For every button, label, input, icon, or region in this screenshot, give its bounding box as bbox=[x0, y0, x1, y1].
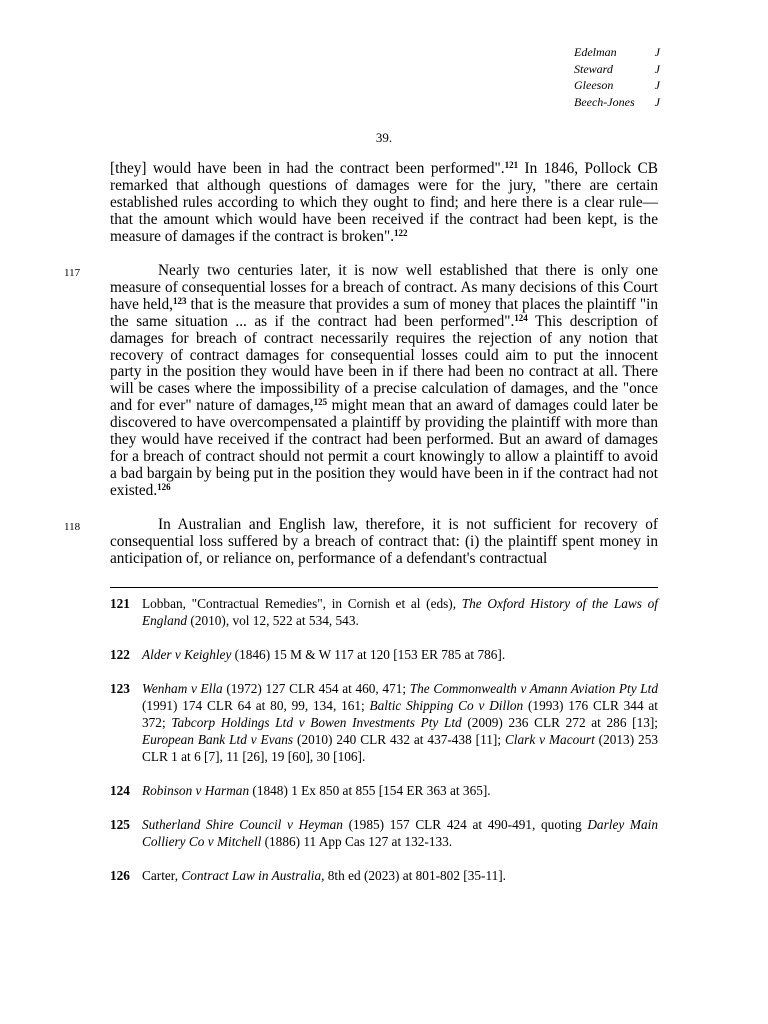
text-run: (2009) 236 CLR 272 at 286 [13]; bbox=[461, 715, 659, 730]
text-run-italic: Clark v Macourt bbox=[504, 732, 595, 747]
text-run: Carter, bbox=[142, 868, 182, 883]
text-run-italic: The Commonwealth v Amann Aviation Pty Ltd bbox=[409, 681, 659, 696]
text-run-italic: Darley Main Colliery Co v Mitchell bbox=[142, 817, 658, 849]
footnote-divider bbox=[110, 587, 658, 588]
text-run-italic: Tabcorp Holdings Ltd v Bowen Investments Pty Ltd bbox=[171, 715, 462, 730]
footnote-ref: 123 bbox=[173, 295, 187, 306]
judge-name: Beech-Jones bbox=[574, 95, 635, 110]
judge-name: Gleeson bbox=[574, 78, 614, 93]
text-run-italic: Alder v Keighley bbox=[142, 647, 232, 662]
text-run: [they] would have been in had the contract been performed". bbox=[110, 160, 505, 177]
text-run: (2010), vol 12, 522 at 534, 543. bbox=[187, 613, 359, 628]
footnote-text bbox=[142, 782, 658, 799]
footnote-number: 123 bbox=[110, 681, 130, 696]
text-run-italic: Contract Law in Australia bbox=[181, 868, 322, 883]
text-run: might mean that an award of damages could later be discovered to have overcompensated a plaintiff by providing the plaintiff with more than they would have received if the contract had been performed. But an award of damages for a breach of contract should not permit a court knowingly to allow a plaintiff to avoid a bad bargain by being put in the position they would have been in if the contract had not existed. bbox=[110, 397, 658, 499]
paragraph-number: 117 bbox=[64, 267, 81, 279]
footnote-text bbox=[142, 680, 658, 765]
text-run: Lobban, "Contractual Remedies", in Cornish et al (eds), bbox=[142, 596, 462, 611]
text-run-italic: Baltic Shipping Co v Dillon bbox=[369, 698, 524, 713]
judge-suffix: J bbox=[654, 78, 660, 93]
judge-suffix: J bbox=[654, 45, 660, 59]
text-run: that is the measure that provides a sum of money that places the plaintiff "in the same situation ... as if the contract had been performed". bbox=[110, 295, 658, 330]
text-run-italic: European Bank Ltd v Evans bbox=[142, 732, 294, 747]
text-run-italic: Robinson v Harman bbox=[142, 783, 250, 798]
footnotes bbox=[110, 595, 658, 901]
text-run: (2013) 253 CLR 1 at 6 [7], 11 [26], 19 [60], 30 [106]. bbox=[142, 732, 659, 764]
text-run: (1886) 11 App Cas 127 at 132-133. bbox=[261, 834, 453, 849]
page-number: 39. bbox=[375, 130, 393, 145]
judge-suffix: J bbox=[654, 95, 660, 110]
text-run: In 1846, Pollock CB remarked that although questions of damages were for the jury, "there are certain established rules according to which they ought to find; and here there is a clear rule—that the amount which would have been received if the contract had been kept, is the measure of damages if the contract is broken". bbox=[110, 160, 658, 245]
text-run: Nearly two centuries later, it is now well established that there is only one measure of consequential losses for a breach of contract. As many decisions of this Court have held, bbox=[110, 262, 658, 313]
text-run: (1985) 157 CLR 424 at 490-491, quoting bbox=[342, 817, 588, 832]
text-run: , 8th ed (2023) at 801-802 [35-11]. bbox=[321, 868, 507, 883]
text-run: (1991) 174 CLR 64 at 80, 99, 134, 161; bbox=[142, 698, 370, 713]
paragraph-continued bbox=[110, 161, 658, 246]
footnote-text bbox=[142, 595, 658, 629]
footnote-ref: 121 bbox=[504, 160, 519, 170]
footnote bbox=[110, 867, 658, 884]
footnote-text bbox=[142, 646, 658, 663]
footnote-ref: 124 bbox=[514, 312, 528, 323]
footnote-number: 125 bbox=[110, 817, 130, 832]
text-run: (1848) 1 Ex 850 at 855 [154 ER 363 at 365]. bbox=[249, 783, 491, 798]
paragraph-number: 118 bbox=[64, 521, 81, 533]
footnote-ref: 126 bbox=[157, 481, 171, 492]
paragraph-118 bbox=[64, 516, 658, 568]
paragraph-text bbox=[110, 161, 658, 246]
paragraph-text: In Australian and English law, therefore, it is not sufficient for recovery of consequential loss suffered by a breach of contract that: (i) the plaintiff spent money in anticipation of, or reliance on, performance of a defendant's contractual bbox=[110, 516, 658, 567]
footnote-text bbox=[142, 867, 658, 884]
text-run: (2010) 240 CLR 432 at 437-438 [11]; bbox=[293, 732, 505, 747]
judge-line bbox=[574, 61, 660, 78]
text-run-italic: Sutherland Shire Council v Heyman bbox=[142, 817, 343, 832]
footnote bbox=[110, 816, 658, 850]
judge-name: Steward bbox=[574, 61, 613, 76]
footnote bbox=[110, 782, 658, 799]
text-run-italic: Wenham v Ella bbox=[142, 681, 223, 696]
paragraph-text bbox=[110, 263, 658, 500]
text-run: (1993) 176 CLR 344 at 372; bbox=[142, 698, 659, 730]
judge-line bbox=[574, 44, 660, 61]
text-run: (1972) 127 CLR 454 at 460, 471; bbox=[222, 681, 410, 696]
footnote-text bbox=[142, 816, 658, 850]
judge-name: Edelman bbox=[574, 45, 617, 59]
footnote-ref: 125 bbox=[313, 397, 328, 408]
footnote bbox=[110, 595, 658, 629]
judge-line bbox=[574, 94, 660, 111]
footnote-number: 121 bbox=[110, 596, 130, 611]
text-run-italic: The Oxford History of the Laws of England bbox=[142, 596, 658, 628]
judge-suffix: J bbox=[654, 61, 660, 76]
footnote bbox=[110, 646, 658, 663]
judges-header bbox=[574, 44, 660, 111]
text-run: This description of damages for breach of contract necessarily requires the rejection of any notion that recovery of contract damages for consequential losses could aim to put the innocent party in the position they would have been in if there had been no contract at all. There will be cases where the impossibility of a precise calculation of damages, and the "once and for ever" nature of damages, bbox=[110, 312, 658, 415]
paragraph-117 bbox=[64, 262, 658, 500]
footnote-number: 122 bbox=[110, 647, 130, 662]
footnote bbox=[110, 680, 658, 765]
text-run: (1846) 15 M & W 117 at 120 [153 ER 785 at 786]. bbox=[231, 647, 506, 662]
footnote-number: 124 bbox=[110, 783, 130, 798]
footnote-number: 126 bbox=[110, 868, 130, 883]
footnote-ref: 122 bbox=[394, 227, 408, 238]
judge-line bbox=[574, 77, 660, 94]
